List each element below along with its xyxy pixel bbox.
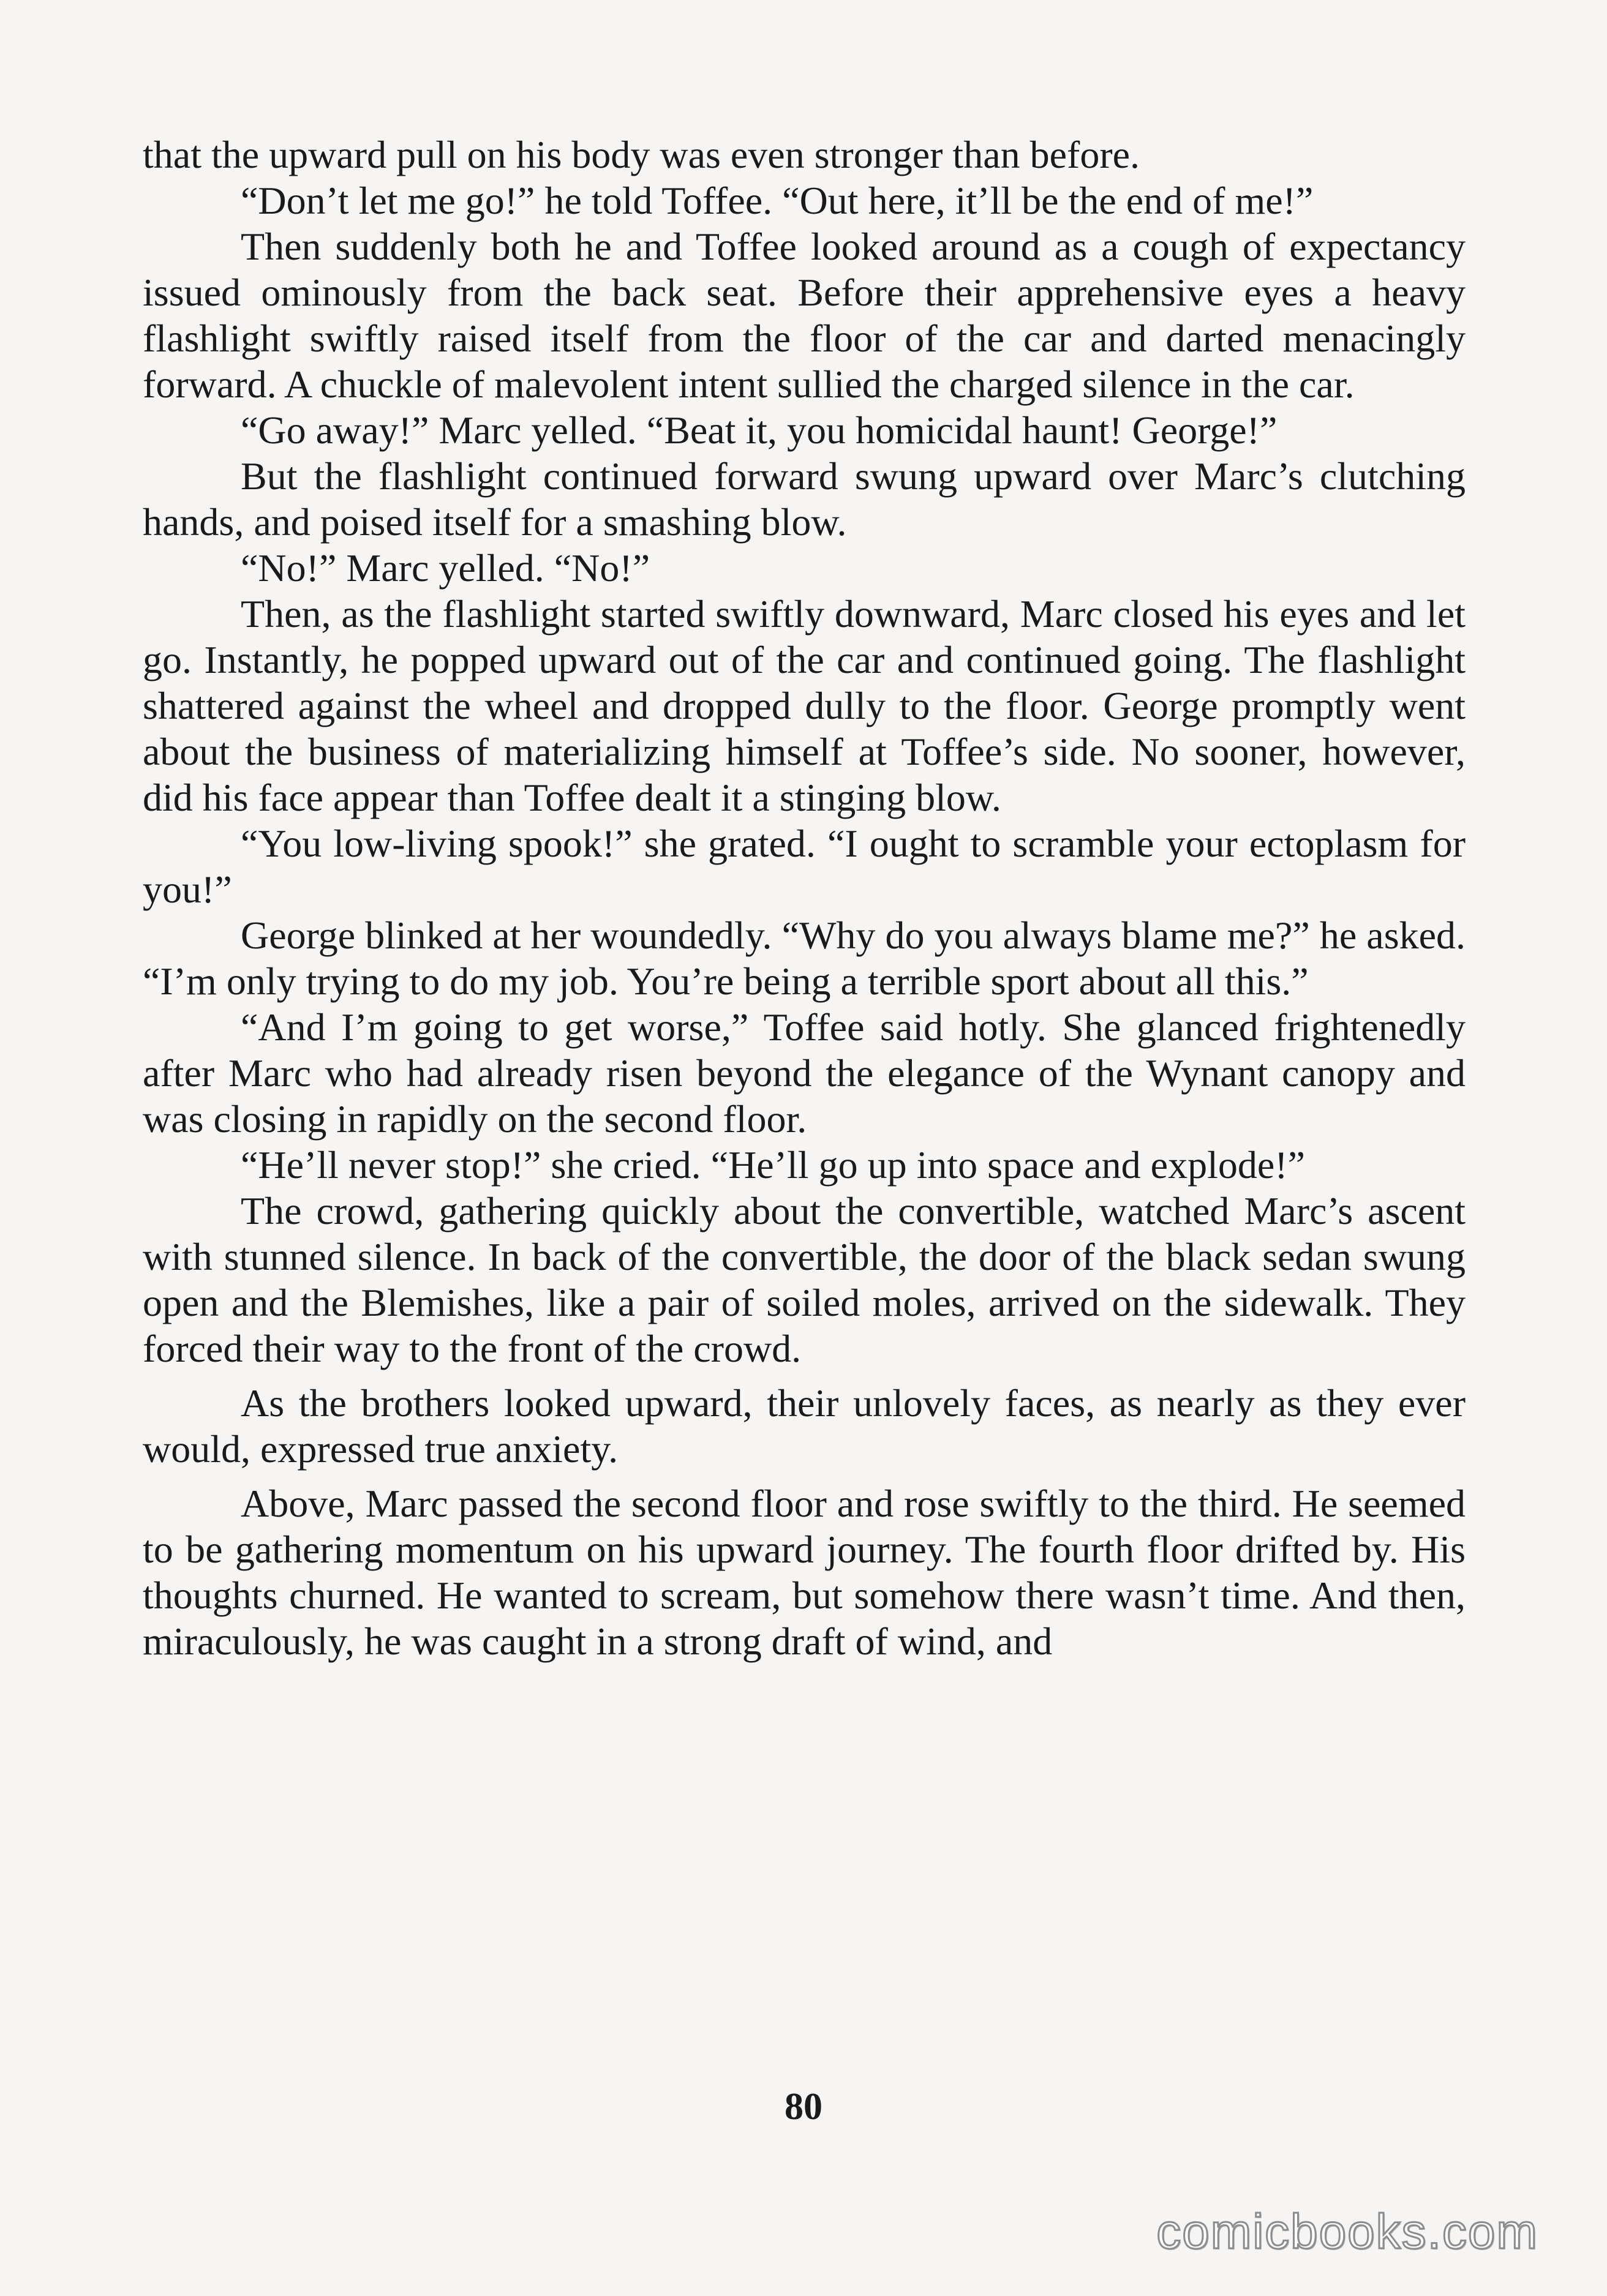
paragraph-2: “Don’t let me go!” he told Toffee. “Out here, it’ll be the end of me!” [241, 179, 1314, 222]
paragraph-13: As the brothers looked upward, their unlovely faces, as nearly as they ever would, expressed true anxiety. [143, 1381, 1466, 1471]
body-text [143, 132, 1466, 1664]
paragraph-6: “No!” Marc yelled. “No!” [241, 546, 650, 590]
watermark-logo: comicbooks.com [1156, 2204, 1538, 2259]
paragraph-3: Then suddenly both he and Toffee looked around as a cough of expectancy issued ominously from the back seat. Before their apprehensive eyes a heavy flashlight swiftly raised itself from the floor of the car and darted menacingly forward. A chuckle of malevolent intent sullied the charged silence in the car. [143, 225, 1466, 406]
paragraph-5: But the flashlight continued forward swung upward over Marc’s clutching hands, and poised itself for a smashing blow. [143, 454, 1466, 544]
paragraph-4: “Go away!” Marc yelled. “Beat it, you homicidal haunt! George!” [241, 408, 1278, 452]
page-number: 80 [785, 2086, 822, 2128]
paragraph-8: “You low-living spook!” she grated. “I ought to scramble your ectoplasm for you!” [143, 822, 1466, 911]
paragraph-14: Above, Marc passed the second floor and rose swiftly to the third. He seemed to be gathering momentum on his upward journey. The fourth floor drifted by. His thoughts churned. He wanted to scream, but somehow there wasn’t time. And then, miraculously, he was caught in a strong draft of wind, and [143, 1482, 1466, 1663]
paragraph-12: The crowd, gathering quickly about the convertible, watched Marc’s ascent with stunned silence. In back of the convertible, the door of the black sedan swung open and the Blemishes, like a pair of soiled moles, arrived on the sidewalk. They forced their way to the front of the crowd. [143, 1189, 1466, 1370]
paragraph-7: Then, as the flashlight started swiftly downward, Marc closed his eyes and let go. Instantly, he popped upward out of the car and continued going. The flashlight shattered against the wheel and dropped dully to the floor. George promptly went about the business of materializing himself at Toffee’s side. No sooner, however, did his face appear than Toffee dealt it a stinging blow. [143, 592, 1466, 819]
paragraph-1: that the upward pull on his body was even stronger than before. [143, 133, 1140, 176]
paragraph-9: George blinked at her woundedly. “Why do you always blame me?” he asked. “I’m only trying to do my job. You’re being a terrible sport about all this.” [143, 914, 1466, 1003]
paragraph-11: “He’ll never stop!” she cried. “He’ll go up into space and explode!” [241, 1143, 1305, 1187]
paragraph-10: “And I’m going to get worse,” Toffee said hotly. She glanced frightenedly after Marc who had already risen beyond the elegance of the Wynant canopy and was closing in rapidly on the second floor. [143, 1005, 1466, 1141]
